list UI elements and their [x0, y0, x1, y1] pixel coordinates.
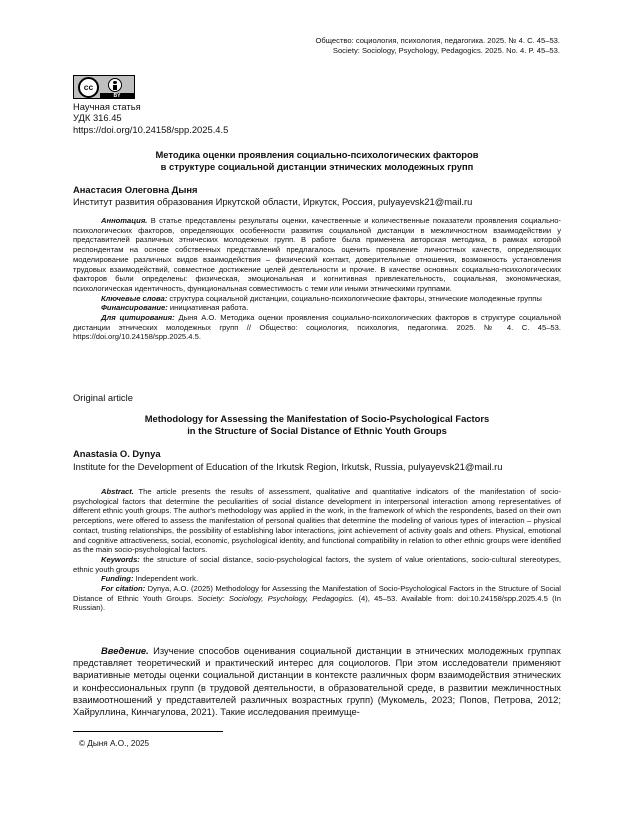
en-abstract-label: Abstract. [101, 487, 134, 496]
en-keywords [73, 555, 561, 574]
introduction-text: Изучение способов оценивания социальной дистанции в этнических молодежных группах представляет теоретический и практический интерес для социологов. При этом исследователи применяют вариативные методы оценки социальной дистанции в контексте различных форм взаимодействия этнических и конфессиональных групп (в трудовой деятельности, в образовательной среде, в развитии межличностных взаимоотношений у представителей различных возрастных групп) (Мукомель, 2023; Попов, Петрова, 2012; Хайруллина, Кинчагулова, 2021). Такие исследования преимуще- [73, 645, 561, 718]
introduction-paragraph [73, 645, 561, 718]
ru-keywords-text: структура социальной дистанции, социально-психологические факторы, этнические молодежные группы [167, 293, 542, 303]
ru-citation-text: Дыня А.О. Методика оценки проявления социально-психологических факторов в структуре социальной дистанции этнических молодежных групп // Общество: социология, психология, педагогика. 2025. № 4. С. 45–53. https://doi.org/10.24158/spp.2025.4.5. [73, 313, 562, 342]
ru-title-line-1: Методика оценки проявления социально-психологических факторов [155, 149, 479, 160]
by-label: BY [100, 93, 134, 99]
en-citation-text-b: (4), 45–53. Available from: doi:10.24158/spp.2025.4.5 (In Russian). [73, 593, 561, 613]
original-article-label: Original article [73, 392, 133, 403]
en-citation-text-a: Dynya, A.O. (2025) Methodology for Assessing the Manifestation of Socio-Psychological Factors in the Structure of Social Distance of Ethnic Youth Groups. [73, 584, 561, 603]
person-body-shape [113, 85, 117, 90]
en-title-line-1: Methodology for Assessing the Manifestation of Socio-Psychological Factors [144, 413, 490, 424]
en-citation-journal: Society: Sociology, Psychology, Pedagogics. [197, 593, 355, 603]
ru-abstract-label: Аннотация. [101, 216, 148, 225]
cc-icon: cc [78, 77, 99, 98]
ru-abstract-block [73, 216, 561, 342]
en-citation [73, 584, 561, 613]
introduction-section [73, 645, 561, 718]
doi-link[interactable]: https://doi.org/10.24158/spp.2025.4.5 [73, 123, 229, 135]
ru-abstract-text: В статье представлены результаты оценки, качественные и количественные показатели проявления социально-психологических факторов, определяющих особенности развития социальной дистанции в межличностном взаимодействии у представителей различных этнических молодежных групп. В работе была применена авторская методика, в рамках которой респондентам на основе собственных представлений предлагалось оценить проявление личностных качеств, определяющих моделирование различных видов взаимодействия – физический контакт, доверительные отношения, возможность установления трудовых взаимодействий, совместное достижение целей деятельности и прочие. В качестве основных социально-психологических факторов были определены: физическая, эмоциональная и когнитивная привлекательность, социальная, экономическая, психологическая идентичность, функциональная совместимость с теми или иными этническими группами. [73, 216, 561, 293]
ru-keywords [73, 294, 561, 304]
introduction-label: Введение. [101, 645, 149, 656]
en-author-name: Anastasia O. Dynya [73, 448, 161, 459]
ru-citation-label: Для цитирования: [101, 313, 175, 323]
udk-code: УДК 316.45 [73, 112, 122, 124]
footnote-divider [73, 731, 223, 732]
en-keywords-text: the structure of social distance, socio-psychological factors, the system of value orientations, socio-cultural stereotypes, ethnic youth groups [73, 554, 561, 574]
en-funding [73, 574, 561, 584]
ru-funding-text: инициативная работа. [167, 303, 249, 313]
cc-by-license-badge[interactable] [73, 75, 135, 99]
en-abstract [73, 487, 561, 555]
en-abstract-text: The article presents the results of assessment, qualitative and quantitative indicators of the manifestation of socio-psychological factors that determine the peculiarities of social distance development in interpersonal interaction among representatives of different ethnic youth groups. The author's methodology was applied in the work, in the framework of which the respondents, based on their own perceptions, were offered to assess the manifestation of personal qualities that determine the modeling of various types of interaction – physical contact, trusting relationships, the possibility of establishing labor interactions, joint achievement of activity goals and others. Physical, emotional and cognitive attractiveness, social, economic, psychological identity, and functional compatibility in relation to other ethnic groups were identified as the main socio-psychological factors. [73, 487, 561, 555]
journal-header-ru: Общество: социология, психология, педагогика. 2025. № 4. С. 45–53. [315, 36, 560, 45]
ru-author-affiliation: Институт развития образования Иркутской области, Иркутск, Россия, pulyayevsk21@mail.ru [73, 196, 473, 207]
copyright-notice: © Дыня А.О., 2025 [79, 739, 150, 748]
journal-header-en: Society: Sociology, Psychology, Pedagogics. 2025. No. 4. P. 45–53. [332, 46, 560, 55]
en-citation-label: For citation: [101, 584, 146, 594]
attribution-person-icon [108, 78, 122, 92]
ru-funding-label: Финансирование: [101, 303, 168, 313]
ru-citation [73, 313, 561, 342]
ru-abstract [73, 216, 561, 294]
journal-header [316, 36, 560, 56]
article-meta [73, 101, 228, 135]
en-abstract-block [73, 487, 561, 613]
en-keywords-label: Keywords: [101, 554, 140, 564]
en-title-line-2: in the Structure of Social Distance of Ethnic Youth Groups [187, 425, 447, 436]
en-funding-text: Independent work. [133, 574, 199, 584]
ru-title [73, 149, 561, 173]
article-type: Научная статья [73, 101, 141, 112]
ru-title-line-2: в структуре социальной дистанции этнических молодежных групп [160, 161, 474, 172]
person-head-shape [113, 81, 117, 84]
ru-keywords-label: Ключевые слова: [101, 293, 168, 303]
en-funding-label: Funding: [101, 574, 134, 584]
ru-funding [73, 303, 561, 313]
en-author-affiliation: Institute for the Development of Education of the Irkutsk Region, Irkutsk, Russia, pulyayevsk21@mail.ru [73, 461, 503, 472]
en-title [73, 413, 561, 437]
ru-author-name: Анастасия Олеговна Дыня [73, 184, 198, 195]
